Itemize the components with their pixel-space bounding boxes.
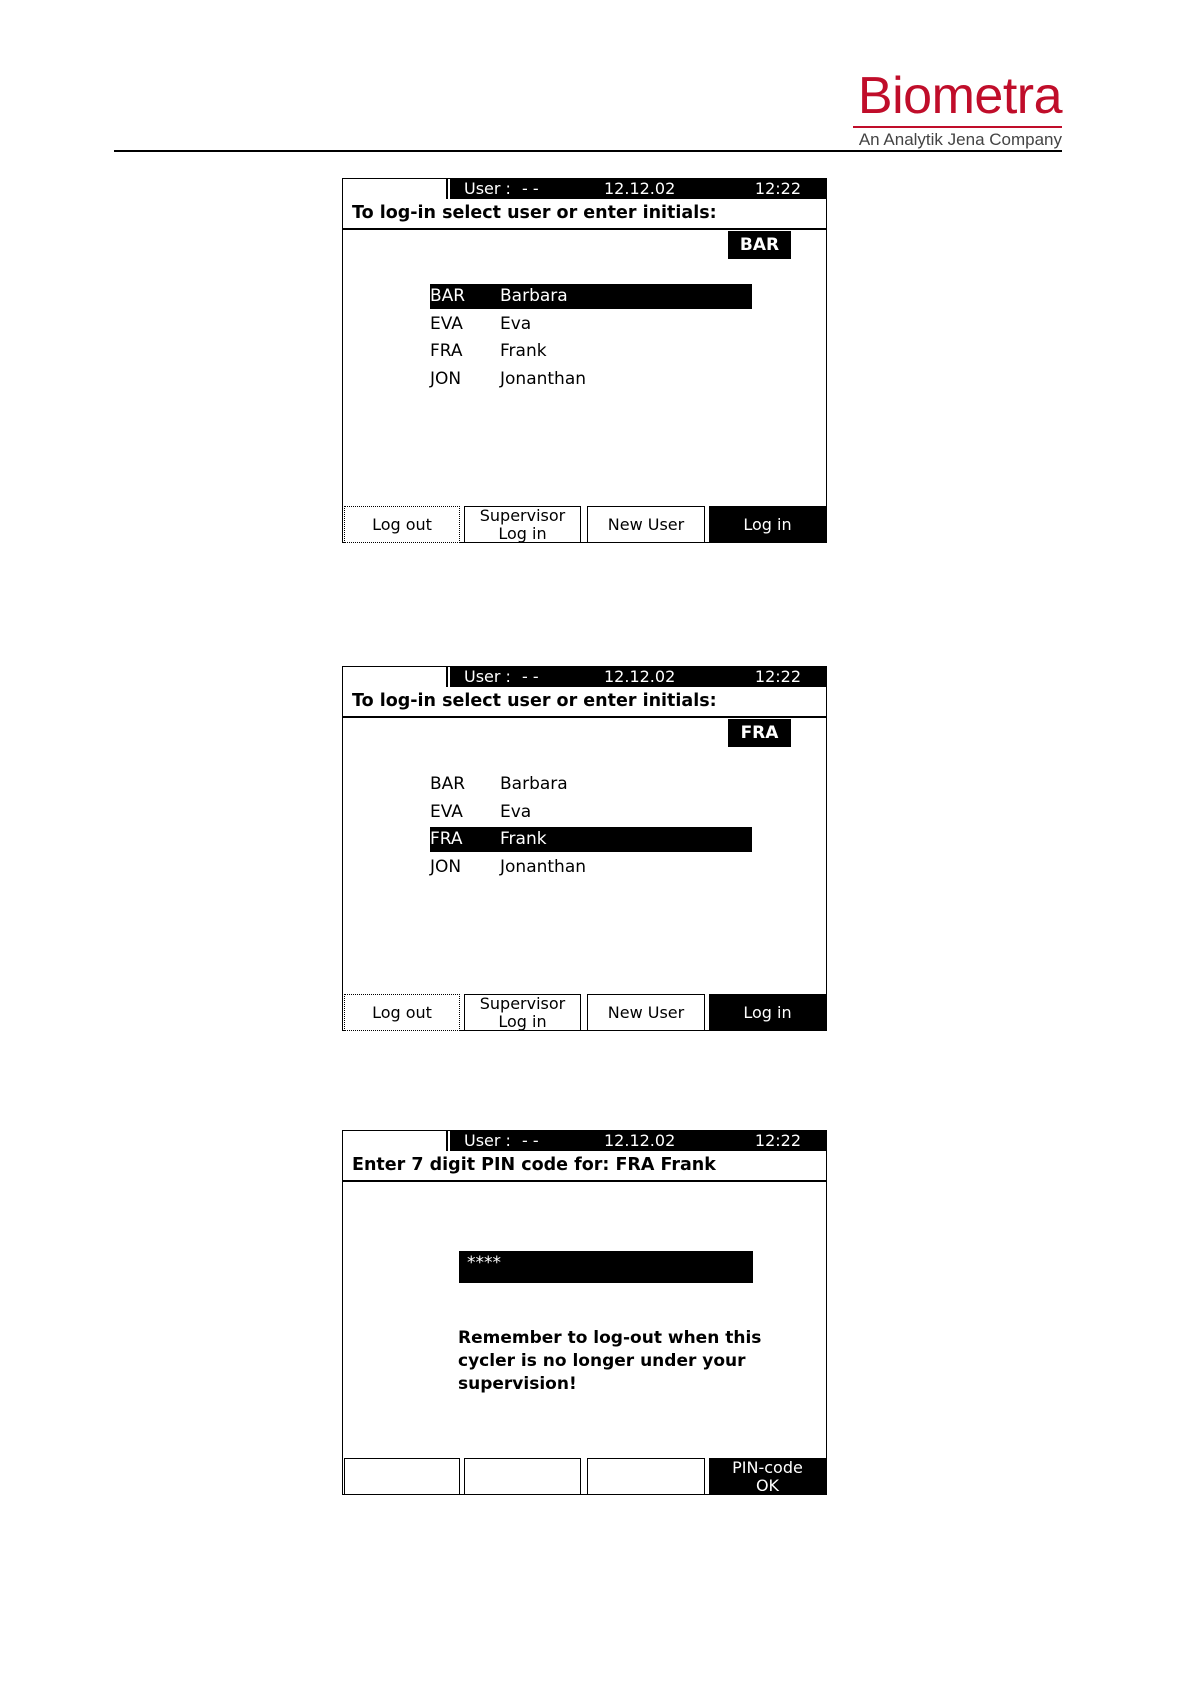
reminder-line: Remember to log-out when this [458,1328,762,1348]
user-name: Eva [500,313,532,334]
status-user-label: User : [464,667,511,686]
user-row-jon[interactable] [430,367,752,392]
new-user-label: New User [607,1002,685,1022]
ok-label: OK [755,1475,780,1495]
status-time: 12:22 [754,179,801,198]
status-bar [450,1131,827,1151]
status-date: 12.12.02 [604,179,676,198]
reminder-line: supervision! [458,1374,577,1394]
log-in-label: Log in [743,1002,792,1022]
pin-prompt: Enter 7 digit PIN code for: FRA Frank [352,1155,716,1175]
user-name: Frank [500,341,547,361]
header-divider [114,150,1062,152]
user-name: Jonanthan [500,368,587,389]
biometra-logo [850,68,1062,152]
status-user-value: - - [522,667,539,686]
initials-input[interactable]: FRA [728,719,791,747]
supervisor-log-in-button[interactable] [464,994,581,1031]
new-user-label: New User [607,514,685,534]
softkey-2-blank[interactable] [464,1458,581,1495]
logout-reminder [458,1327,778,1396]
supervisor-label: Supervisor [479,993,566,1013]
user-name: Jonanthan [500,856,587,877]
user-code: FRA [430,341,463,361]
brand-name: Biometra [857,67,1062,125]
user-row-fra[interactable] [430,827,752,852]
softkey-1-blank[interactable] [344,1458,460,1495]
user-row-fra[interactable] [430,339,752,364]
softkey-3-blank[interactable] [587,1458,705,1495]
user-code: JON [430,856,462,877]
log-out-label: Log out [372,1002,432,1022]
login-screen-1 [342,178,827,543]
user-row-bar[interactable] [430,284,752,309]
new-user-button[interactable] [587,506,705,543]
user-row-eva[interactable] [430,312,752,337]
prompt-divider [343,716,826,718]
log-out-label: Log out [372,514,432,534]
new-user-button[interactable] [587,994,705,1031]
softkey-bar [343,506,826,543]
status-user-value: - - [522,1131,539,1150]
log-in-label: Log in [743,514,792,534]
user-code: BAR [430,286,466,306]
user-code: FRA [430,829,463,849]
status-user-label: User : [464,1131,511,1150]
supervisor-log-in-button[interactable] [464,506,581,543]
user-code: JON [430,368,462,389]
status-bar [450,667,827,687]
log-out-button[interactable] [344,506,460,543]
login-screen-2 [342,666,827,1031]
login-prompt: To log-in select user or enter initials: [352,691,717,711]
user-row-eva[interactable] [430,800,752,825]
user-list [430,772,752,882]
status-time: 12:22 [754,667,801,686]
pin-code-label: PIN-code [732,1457,803,1477]
brand-tagline: An Analytik Jena Company [858,130,1062,149]
user-row-jon[interactable] [430,855,752,880]
user-name: Barbara [500,774,568,794]
supervisor-log-in-label: Log in [498,523,547,543]
status-bar [450,179,827,199]
status-date: 12.12.02 [604,1131,676,1150]
status-user-label: User : [464,179,511,198]
log-in-button[interactable] [709,994,826,1031]
user-row-bar[interactable] [430,772,752,797]
prompt-divider [343,228,826,230]
status-time: 12:22 [754,1131,801,1150]
pin-entry-screen [342,1130,827,1495]
initials-input[interactable]: BAR [728,231,791,259]
status-date: 12.12.02 [604,667,676,686]
login-prompt: To log-in select user or enter initials: [352,203,717,223]
user-name: Eva [500,801,532,822]
reminder-line: cycler is no longer under your [458,1351,746,1371]
supervisor-label: Supervisor [479,505,566,525]
log-out-button[interactable] [344,994,460,1031]
user-code: EVA [430,801,463,822]
prompt-divider [343,1180,826,1182]
softkey-bar [343,1458,826,1495]
log-in-button[interactable] [709,506,826,543]
status-user-value: - - [522,179,539,198]
user-name: Frank [500,829,547,849]
supervisor-log-in-label: Log in [498,1011,547,1031]
user-code: EVA [430,313,463,334]
user-name: Barbara [500,286,568,306]
pin-code-input[interactable]: **** [459,1251,753,1283]
user-code: BAR [430,774,466,794]
softkey-bar [343,994,826,1031]
user-list [430,284,752,394]
pin-code-ok-button[interactable] [709,1458,826,1495]
